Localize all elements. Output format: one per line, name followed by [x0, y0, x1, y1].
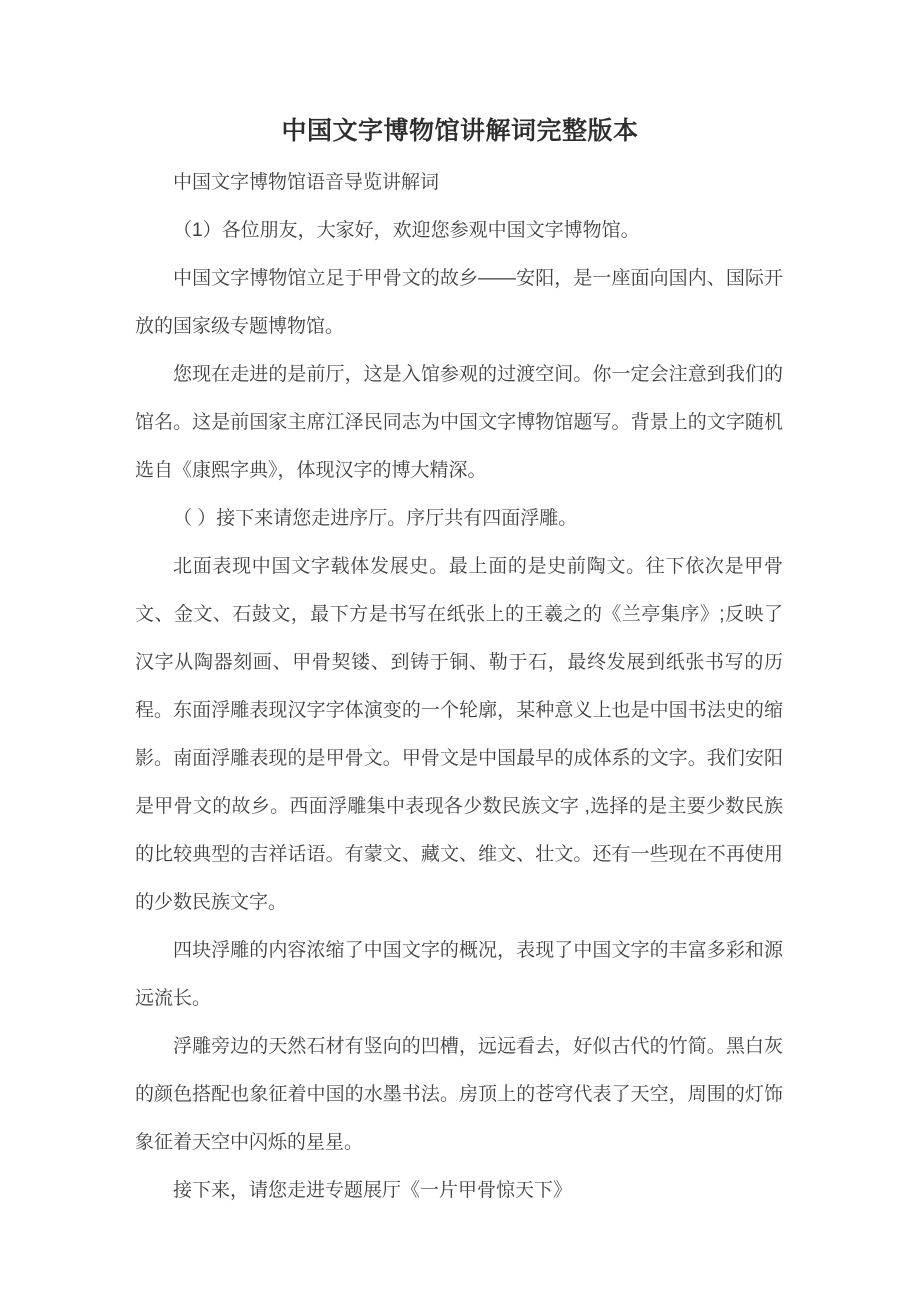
- paragraph: （ ）接下来请您走进序厅。序厅共有四面浮雕。: [173, 508, 578, 529]
- paragraph: 接下来，请您走进专题展厅《一片甲骨惊天下》: [173, 1180, 573, 1201]
- document-body: [135, 159, 783, 1215]
- paragraph: 四块浮雕的内容浓缩了中国文字的概况，表现了中国文字的丰富多彩和源远流长。: [135, 940, 783, 1009]
- paragraph: 中国文字博物馆立足于甲骨文的故乡——安阳，是一座面向国内、国际开放的国家级专题博物馆。: [135, 268, 783, 337]
- paragraph: 中国文字博物馆语音导览讲解词: [173, 172, 440, 193]
- paragraph: 您现在走进的是前厅，这是入馆参观的过渡空间。你一定会注意到我们的馆名。这是前国家主席江泽民同志为中国文字博物馆题写。背景上的文字随机选自《康熙字典》，体现汉字的博大精深。: [135, 364, 783, 481]
- paragraph: 浮雕旁边的天然石材有竖向的凹槽，远远看去，好似古代的竹简。黑白灰的颜色搭配也象征着中国的水墨书法。房顶上的苍穹代表了天空，周围的灯饰象征着天空中闪烁的星星。: [135, 1036, 783, 1153]
- paragraph: 北面表现中国文字载体发展史。最上面的是史前陶文。往下依次是甲骨文、金文、石鼓文，最下方是书写在纸张上的王羲之的《兰亭集序》;反映了汉字从陶器刻画、甲骨契镂、到铸于铜、勒于石，最终发展到纸张书写的历程。东面浮雕表现汉字字体演变的一个轮廓，某种意义上也是中国书法史的缩影。南面浮雕表现的是甲骨文。甲骨文是中国最早的成体系的文字。我们安阳是甲骨文的故乡。西面浮雕集中表现各少数民族文字 ,选择的是主要少数民族的比较典型的吉祥话语。有蒙文、藏文、维文、壮文。还有一些现在不再使用的少数民族文字。: [135, 556, 783, 913]
- paragraph: （1）各位朋友，大家好，欢迎您参观中国文字博物馆。: [173, 220, 640, 241]
- document-title: 中国文字博物馆讲解词完整版本: [281, 117, 639, 145]
